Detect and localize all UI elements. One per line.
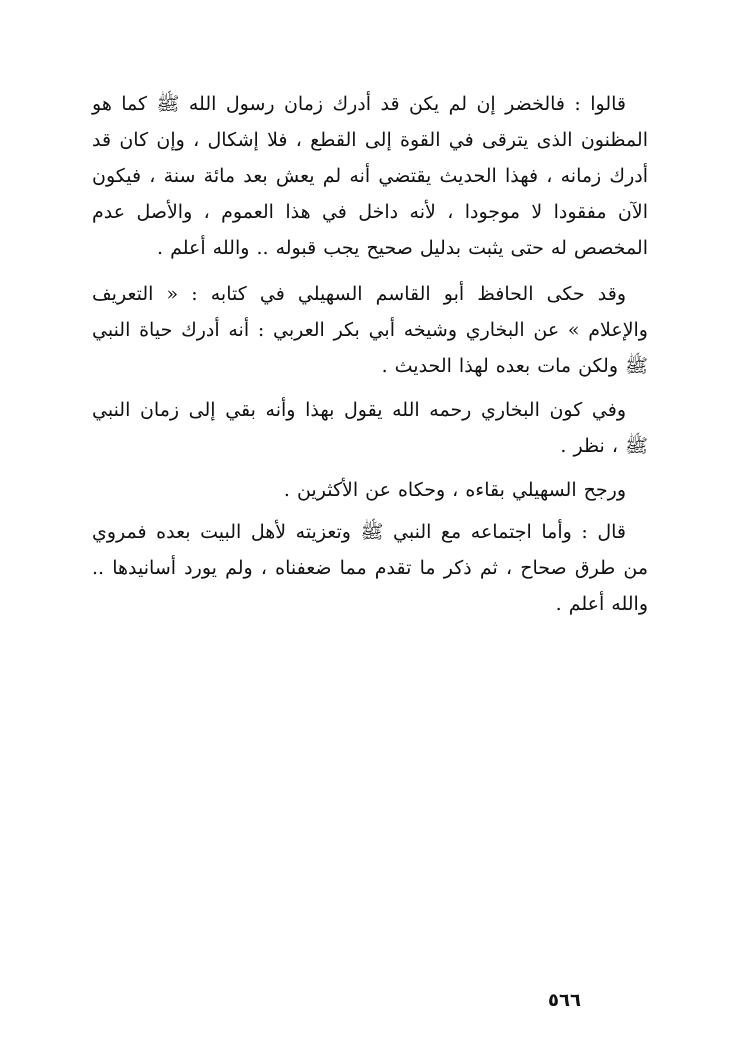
paragraph-3: وفي كون البخاري رحمه الله يقول بهذا وأنه بقي إلى زمان النبي ﷺ ، نظر .	[92, 399, 648, 457]
paragraph-5: قال : وأما اجتماعه مع النبي ﷺ وتعزيته لأهل البيت بعده فمروي من طرق صحاح ، ثم ذكر ما تقدم مما ضعفناه ، ولم يورد أسانيدها .. والله أعلم .	[92, 521, 648, 615]
page-number: ٥٦٦	[548, 990, 581, 1011]
paragraph-4: ورجح السهيلي بقاءه ، وحكاه عن الأكثرين .	[283, 479, 626, 501]
body-text	[92, 86, 648, 622]
paragraph-2: وقد حكى الحافظ أبو القاسم السهيلي في كتابه : « التعريف والإعلام » عن البخاري وشيخه أبي بكر العربي : أنه أدرك حياة النبي ﷺ ولكن مات بعده لهذا الحديث .	[92, 283, 648, 377]
paragraph-1: قالوا : فالخضر إن لم يكن قد أدرك زمان رسول الله ﷺ كما هو المظنون الذى يترقى في القوة إلى القطع ، فلا إشكال ، وإن كان قد أدرك زمانه ، فهذا الحديث يقتضي أنه لم يعش بعد مائة سنة ، فيكون الآن مفقودا لا موجودا ، لأنه داخل في هذا العموم ، والأصل عدم المخصص له حتى يثبت بدليل صحيح يجب قبوله .. والله أعلم .	[92, 93, 648, 259]
